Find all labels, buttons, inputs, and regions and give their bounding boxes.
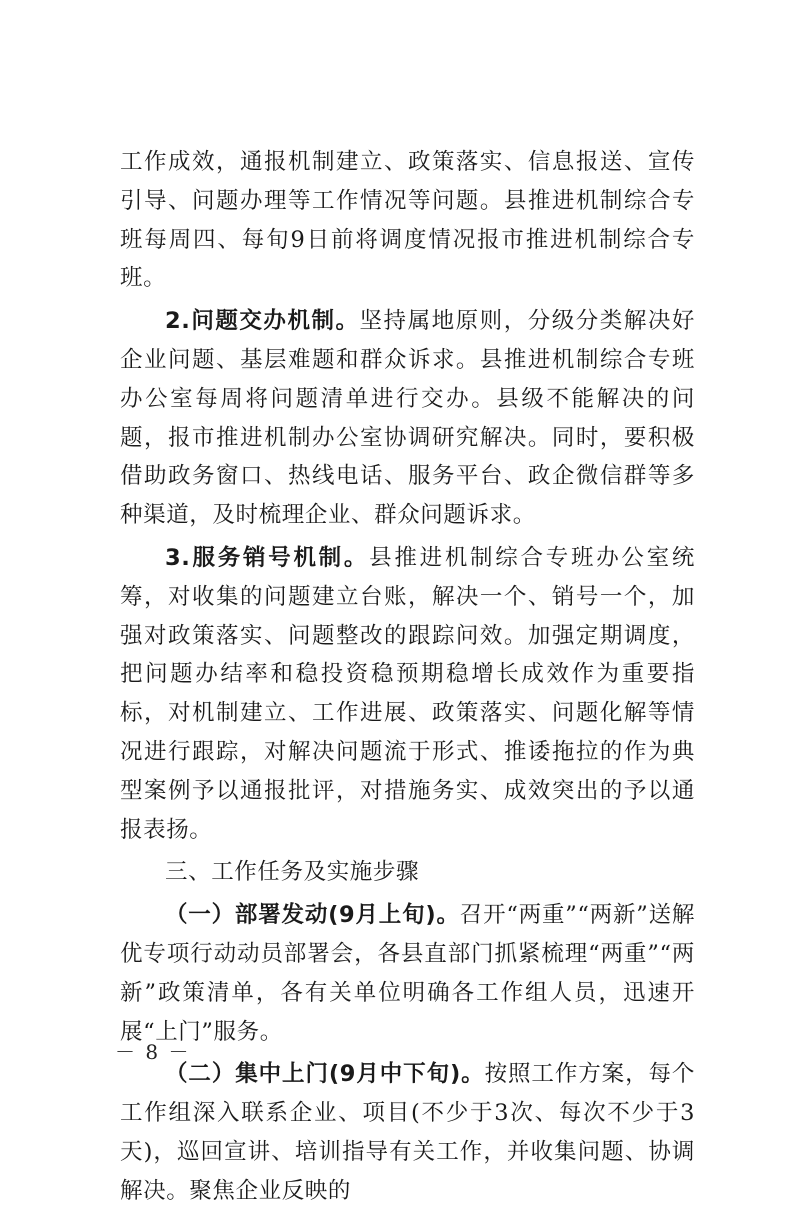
paragraph-door-to-door xyxy=(120,1055,695,1210)
paragraph-text: 按照工作方案，每个工作组深入联系企业、项目(不少于3次、每次不少于3天)，巡回宣讲、培训指导有关工作，并收集问题、协调解决。聚焦企业反映的 xyxy=(120,1061,695,1204)
paragraph-text: 召开“两重”“两新”送解优专项行动动员部署会，各县直部门抓紧梳理“两重”“两新”政策清单，各有关单位明确各工作组人员，迅速开展“上门”服务。 xyxy=(120,902,696,1045)
paragraph-text: 县推进机制综合专班办公室统筹，对收集的问题建立台账，解决一个、销号一个，加强对政策落实、问题整改的跟踪问效。加强定期调度，把问题办结率和稳投资稳预期稳增长成效作为重要指标，对机制建立、工作进展、政策落实、问题化解等情况进行跟踪，对解决问题流于形式、推诿拖拉的作为典型案例予以通报批评，对措施务实、成效突出的予以通报表扬。 xyxy=(120,544,695,843)
paragraph-text: 工作成效，通报机制建立、政策落实、信息报送、宣传引导、问题办理等工作情况等问题。县推进机制综合专班每周四、每旬9日前将调度情况报市推进机制综合专班。 xyxy=(120,149,695,292)
paragraph-continuation xyxy=(120,143,695,298)
paragraph-service-closure xyxy=(120,539,695,849)
paragraph-lead-heading: 2.问题交办机制。 xyxy=(165,308,360,335)
page-number: － 8 － xyxy=(115,1040,191,1064)
section-heading xyxy=(120,853,695,892)
paragraph-lead-heading: 3.服务销号机制。 xyxy=(165,544,370,571)
paragraph-lead-heading: （二）集中上门(9月中下旬)。 xyxy=(165,1061,485,1088)
paragraph-text: 坚持属地原则，分级分类解决好企业问题、基层难题和群众诉求。县推进机制综合专班办公室每周将问题清单进行交办。县级不能解决的问题，报市推进机制办公室协调研究解决。同时，要积极借助政务窗口、热线电话、服务平台、政企微信群等多种渠道，及时梳理企业、群众问题诉求。 xyxy=(120,308,695,529)
section-heading-text: 三、工作任务及实施步骤 xyxy=(165,859,420,886)
paragraph-problem-assignment xyxy=(120,302,695,535)
paragraph-lead-heading: （一）部署发动(9月上旬)。 xyxy=(165,902,460,929)
document-body xyxy=(120,143,695,1215)
paragraph-deployment xyxy=(120,896,695,1051)
